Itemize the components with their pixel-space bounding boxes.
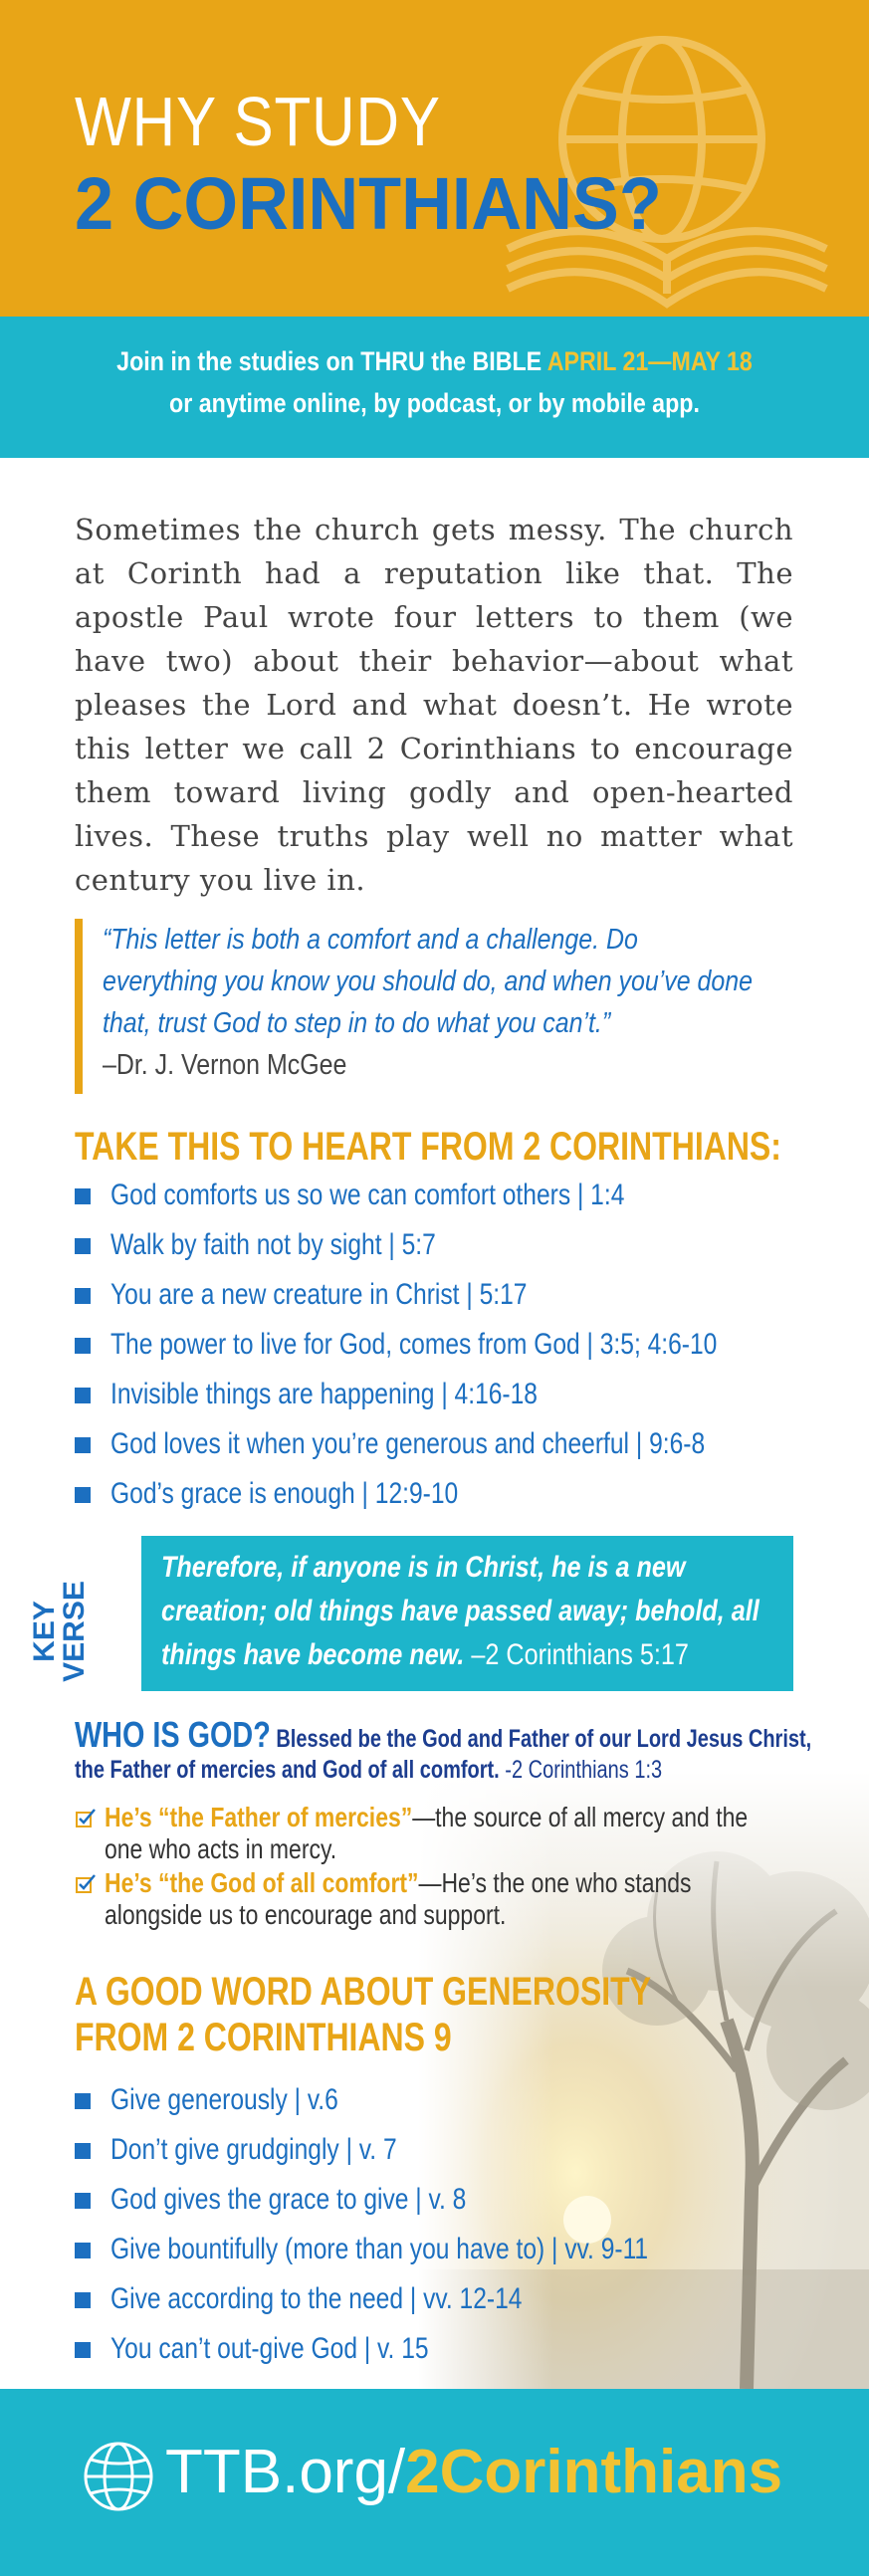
who-is-god-verse-part2: the Father of mercies and God of all comfort. [75, 1756, 500, 1784]
list-item: God loves it when you’re generous and cheerful | 9:6-8 [75, 1426, 850, 1476]
bullet-square-icon [75, 2292, 91, 2308]
intro-paragraph: Sometimes the church gets messy. The church at Corinth had a reputation like that. The apostle Paul wrote four letters to them (we have two) about their behavior—about what pleases the Lord and what doesn’t. He wrote this letter we call 2 Corinthians to encourage them toward living godly and open-hearted lives. These truths play well no matter what century you live in. [75, 513, 793, 897]
list-item: God’s grace is enough | 12:9-10 [75, 1476, 850, 1526]
bullet-square-icon [75, 2093, 91, 2109]
generosity-list [75, 2082, 766, 2381]
footer-banner [0, 2389, 869, 2576]
bullet-square-icon [75, 1238, 91, 1254]
key-label-top: KEY [28, 1601, 61, 1662]
checkbox-icon [75, 1808, 97, 1829]
check-item-line1: —the source of all mercy and the [412, 1802, 749, 1832]
bullet-square-icon [75, 1487, 91, 1503]
check-item-line1: —He’s the one who stands [418, 1867, 692, 1898]
globe-icon [82, 2440, 155, 2513]
bullet-square-icon [75, 2143, 91, 2159]
list-item: Give generously | v.6 [75, 2082, 766, 2132]
list-item: Invisible things are happening | 4:16-18 [75, 1377, 850, 1426]
generosity-heading-line1: A GOOD WORD ABOUT GENEROSITY [75, 1970, 651, 2014]
bullet-square-icon [75, 1388, 91, 1403]
schedule-dates: APRIL 21—MAY 18 [546, 346, 753, 376]
who-is-god-verse-part1: Blessed be the God and Father of our Lord Jesus Christ, [270, 1725, 812, 1753]
schedule-intro-text: Join in the studies on THRU the BIBLE [116, 346, 547, 376]
bullet-square-icon [75, 2342, 91, 2358]
list-item: God gives the grace to give | v. 8 [75, 2182, 766, 2232]
list-item: Don’t give grudgingly | v. 7 [75, 2132, 766, 2182]
checkbox-icon [75, 1873, 97, 1895]
check-item-highlight: He’s “the God of all comfort” [105, 1867, 419, 1898]
list-item: The power to live for God, comes from God | 3:5; 4:6-10 [75, 1327, 850, 1377]
mcgee-quote [75, 919, 793, 1094]
who-is-god-title: WHO IS GOD? [75, 1714, 271, 1755]
bullet-square-icon [75, 2243, 91, 2258]
key-verse-reference: –2 Corinthians 5:17 [464, 1638, 689, 1671]
who-is-god-verse-line2 [75, 1756, 664, 1785]
check-item-line2: alongside us to encourage and support. [105, 1899, 507, 1930]
key-label-bottom: VERSE [58, 1581, 91, 1682]
list-item: You are a new creature in Christ | 5:17 [75, 1277, 850, 1327]
schedule-line-1 [61, 346, 808, 377]
title-line-book: 2 CORINTHIANS? [75, 162, 662, 245]
list-item: Give according to the need | vv. 12-14 [75, 2281, 766, 2331]
page-title [75, 82, 693, 247]
list-item [75, 1802, 801, 1865]
who-is-god-reference: -2 Corinthians 1:3 [499, 1756, 663, 1784]
schedule-banner [0, 317, 869, 458]
website-domain: TTB.org/ [165, 2438, 406, 2506]
list-item: Give bountifully (more than you have to) | vv. 9-11 [75, 2232, 766, 2281]
bullet-square-icon [75, 1338, 91, 1354]
key-verse-text [161, 1546, 763, 1677]
quote-text: “This letter is both a comfort and a challenge. Do everything you know you should do, and when you’ve done that, trust God to step in to do what you can’t.” [103, 924, 754, 1039]
bullet-square-icon [75, 2193, 91, 2209]
generosity-heading [75, 1969, 651, 2060]
take-to-heart-heading: TAKE THIS TO HEART FROM 2 CORINTHIANS: [75, 1125, 781, 1169]
schedule-line-2: or anytime online, by podcast, or by mobile app. [169, 388, 700, 418]
title-line-why-study: WHY STUDY [75, 83, 441, 160]
check-item-text [105, 1867, 798, 1931]
list-item: Walk by faith not by sight | 5:7 [75, 1227, 850, 1277]
who-is-god-section [75, 1714, 811, 1785]
who-is-god-heading-line [75, 1714, 812, 1756]
who-is-god-list [75, 1802, 801, 1933]
check-item-highlight: He’s “the Father of mercies” [105, 1802, 413, 1832]
quote-author: –Dr. J. Vernon McGee [103, 1049, 347, 1081]
key-verse-label [28, 1567, 104, 1696]
list-item: You can’t out-give God | v. 15 [75, 2331, 766, 2381]
bullet-square-icon [75, 1288, 91, 1304]
check-item-line2: one who acts in mercy. [105, 1833, 337, 1864]
list-item: God comforts us so we can comfort others | 1:4 [75, 1178, 850, 1227]
header-banner [0, 0, 869, 317]
key-verse-box [141, 1536, 793, 1691]
check-item-text [105, 1802, 798, 1865]
website-link[interactable] [165, 2433, 782, 2512]
website-path: 2Corinthians [405, 2438, 783, 2506]
list-item [75, 1867, 801, 1931]
bullet-square-icon [75, 1437, 91, 1453]
key-verse-body: Therefore, if anyone is in Christ, he is a new creation; old things have passed away; behold, all things have become new. [161, 1551, 760, 1671]
bullet-square-icon [75, 1188, 91, 1204]
generosity-heading-line2: FROM 2 CORINTHIANS 9 [75, 2016, 452, 2059]
take-to-heart-list [75, 1178, 850, 1526]
